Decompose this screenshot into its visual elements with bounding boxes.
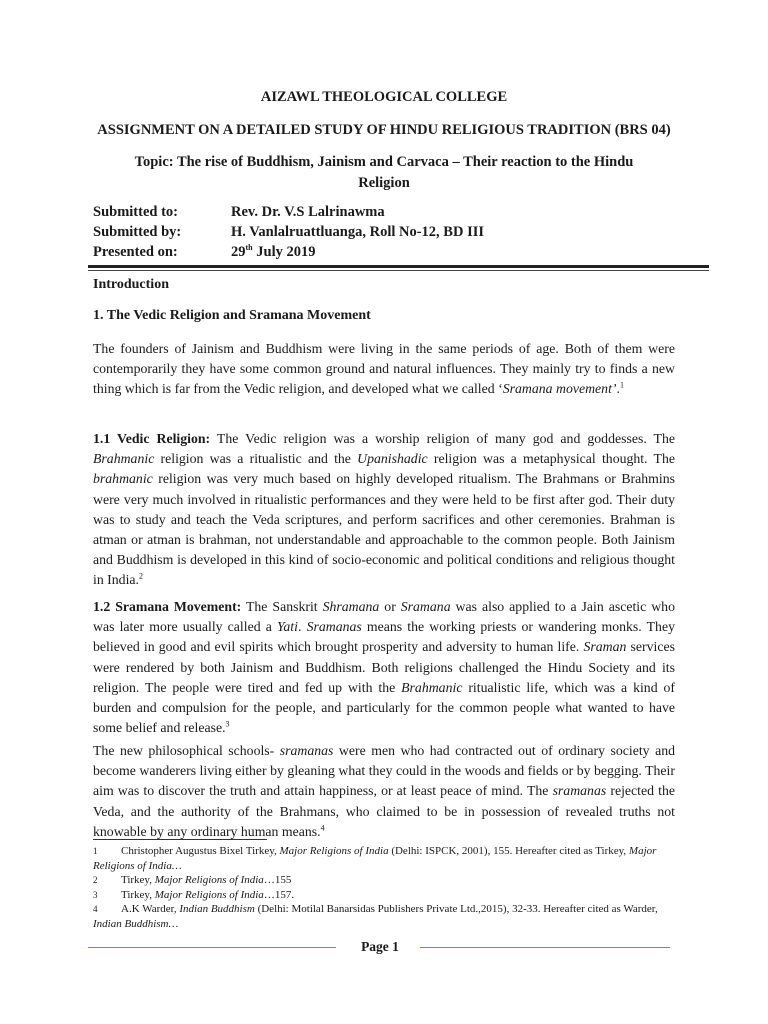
p3-t2: or: [379, 599, 401, 614]
footnote-text: Tirkey,: [121, 874, 155, 886]
p2-t1: The Vedic religion was a worship religion of many god and goddesses. The: [210, 431, 675, 446]
presented-on-value: [231, 244, 315, 261]
p4-t3: rejected the Veda, and the authority of the Brahmans, who claimed to be in possession of revealed truths not knowable by any ordinary human means.: [93, 783, 675, 839]
section-1-heading: 1. The Vedic Religion and Sramana Movement: [93, 308, 371, 323]
submitted-to-value: Rev. Dr. V.S Lalrinawma: [231, 204, 385, 220]
vedic-religion-heading: 1.1 Vedic Religion:: [93, 431, 211, 446]
footnote: [93, 873, 683, 888]
paragraph-sramana-movement: [93, 597, 675, 738]
p3-t6: services were rendered by both Jainism and Buddhism. Both religions challenged the Hindu Society and its religion. The people were tired and fed up with the: [93, 639, 675, 695]
p3-t3: was also applied to a Jain ascetic who was later more usually called a: [93, 599, 675, 635]
p1-end: .: [616, 381, 620, 397]
p4-i1: sramanas: [279, 743, 334, 758]
presented-day-suffix: th: [245, 243, 253, 253]
p1-text: The founders of Jainism and Buddhism were living in the same periods of age. Both of them were contemporarily they have some common ground and natural influences. They mainly try to finds a new thing which is far from the Vedic religion, and developed what we called ‘: [93, 341, 675, 397]
assignment-title: ASSIGNMENT ON A DETAILED STUDY OF HINDU RELIGIOUS TRADITION (BRS 04): [97, 122, 671, 138]
p2-t2: religion was a ritualistic and the: [154, 451, 358, 467]
p3-i3: Yati: [277, 619, 298, 635]
p2-i1: Brahmanic: [93, 451, 155, 467]
p3-i1: Shramana: [322, 599, 380, 614]
footer-line-right: [420, 947, 670, 948]
presented-on-label: Presented on:: [93, 244, 178, 260]
paragraph-philosophical-schools: [93, 741, 675, 842]
footnote-italic: Major Religions of India: [154, 888, 264, 901]
footnote-italic: Indian Buddhism…: [93, 917, 179, 930]
p3-t7: ritualistic life, which was a kind of burden and compulsion for the people, and particularly for the common people what wanted to have some belief and release.: [93, 679, 675, 736]
header-divider-thick: [88, 265, 709, 268]
introduction-heading: Introduction: [93, 277, 169, 292]
p2-i3: brahmanic: [93, 471, 153, 487]
college-title: AIZAWL THEOLOGICAL COLLEGE: [260, 89, 508, 105]
footer-line-left: [88, 947, 336, 948]
footnote-italic: Major Religions of India: [279, 845, 389, 857]
footnotes: [93, 844, 683, 931]
p2-t4: religion was very much based on highly developed ritualism. The Brahmans or Brahmins were very much involved in ritualistic performances and they were held to be first after god. Their duty was to study and teach the Veda scriptures, and perform sacrifices and other ceremonies. Brahman is atman or atman is brahman, not understandable and approachable to the common people. Both Jainism and Buddhism is developed in this kind of socio-economic and political conditions and religious thought in India.: [93, 471, 675, 588]
submitted-to-label: Submitted to:: [93, 204, 178, 220]
paragraph-vedic-religion: [93, 429, 675, 591]
footnote-text: A.K Warder,: [121, 903, 180, 915]
topic-line-2: Religion: [358, 175, 410, 191]
submitted-by-label: Submitted by:: [93, 224, 182, 240]
p2-i2: Upanishadic: [357, 451, 428, 467]
footnote: [93, 888, 683, 903]
footnote: [93, 844, 683, 873]
footnote-ref-4: 4: [320, 823, 325, 833]
paragraph-founders: [93, 339, 675, 400]
footnote-text: …157.: [263, 888, 295, 901]
p3-i5: Sraman: [583, 639, 627, 655]
footnote-ref-3: 3: [225, 719, 230, 729]
p4-i2: sramanas: [552, 783, 607, 799]
p3-t4: .: [297, 619, 307, 635]
p3-i2: Sramana: [400, 599, 451, 614]
footnote-ref-2: 2: [138, 571, 143, 581]
footnote-number: 1: [93, 846, 98, 856]
footnote-number: 2: [93, 875, 98, 885]
footnote-separator: [93, 839, 267, 840]
footnote: [93, 902, 683, 931]
p4-t1: The new philosophical schools-: [93, 743, 280, 758]
presented-day: 29: [231, 244, 246, 260]
footnote-text: (Delhi: ISPCK, 2001), 155. Hereafter cited as Tirkey,: [388, 845, 629, 857]
sramana-movement-heading: 1.2 Sramana Movement:: [93, 599, 242, 614]
presented-month-year: July 2019: [252, 244, 316, 260]
p3-t1: The Sanskrit: [241, 599, 323, 614]
submitted-by-value: H. Vanlalruattluanga, Roll No-12, BD III: [231, 224, 484, 240]
topic-title: [80, 152, 688, 194]
footnote-italic: Major Religions of India…: [93, 845, 657, 872]
p2-t3: religion was a metaphysical thought. The: [427, 451, 675, 467]
footnote-text: Tirkey,: [121, 888, 155, 901]
footnote-number: 4: [93, 904, 98, 914]
footnote-text: (Delhi: Motilal Banarsidas Publishers Private Ltd.,2015), 32-33. Hereafter cited as Warder,: [254, 903, 658, 915]
footnote-number: 3: [93, 889, 98, 900]
p3-i6: Brahmanic: [401, 679, 463, 695]
page-number: Page 1: [361, 939, 399, 954]
footnote-text: Christopher Augustus Bixel Tirkey,: [121, 845, 280, 857]
p3-t5: means the working priests or wandering monks. They believed in good and evil spirits which brought prosperity and adversity to human life.: [93, 619, 675, 655]
footnote-italic: Major Religions of India: [154, 874, 264, 886]
footnote-italic: Indian Buddhism: [179, 903, 255, 915]
p3-i4: Sramanas: [306, 619, 362, 635]
topic-line-1: Topic: The rise of Buddhism, Jainism and Carvaca – Their reaction to the Hindu: [134, 154, 634, 170]
p1-italic: Sramana movement’: [502, 381, 617, 397]
footnote-ref-1: 1: [619, 380, 624, 390]
header-divider-thin: [88, 270, 709, 271]
p4-t2: were men who had contracted out of ordinary society and become wanderers living either by gleaning what they could in the woods and fields or by begging. Their aim was to discover the truth and attain happiness, or at least peace of mind. The: [93, 743, 675, 799]
footnote-text: …155: [263, 874, 292, 886]
